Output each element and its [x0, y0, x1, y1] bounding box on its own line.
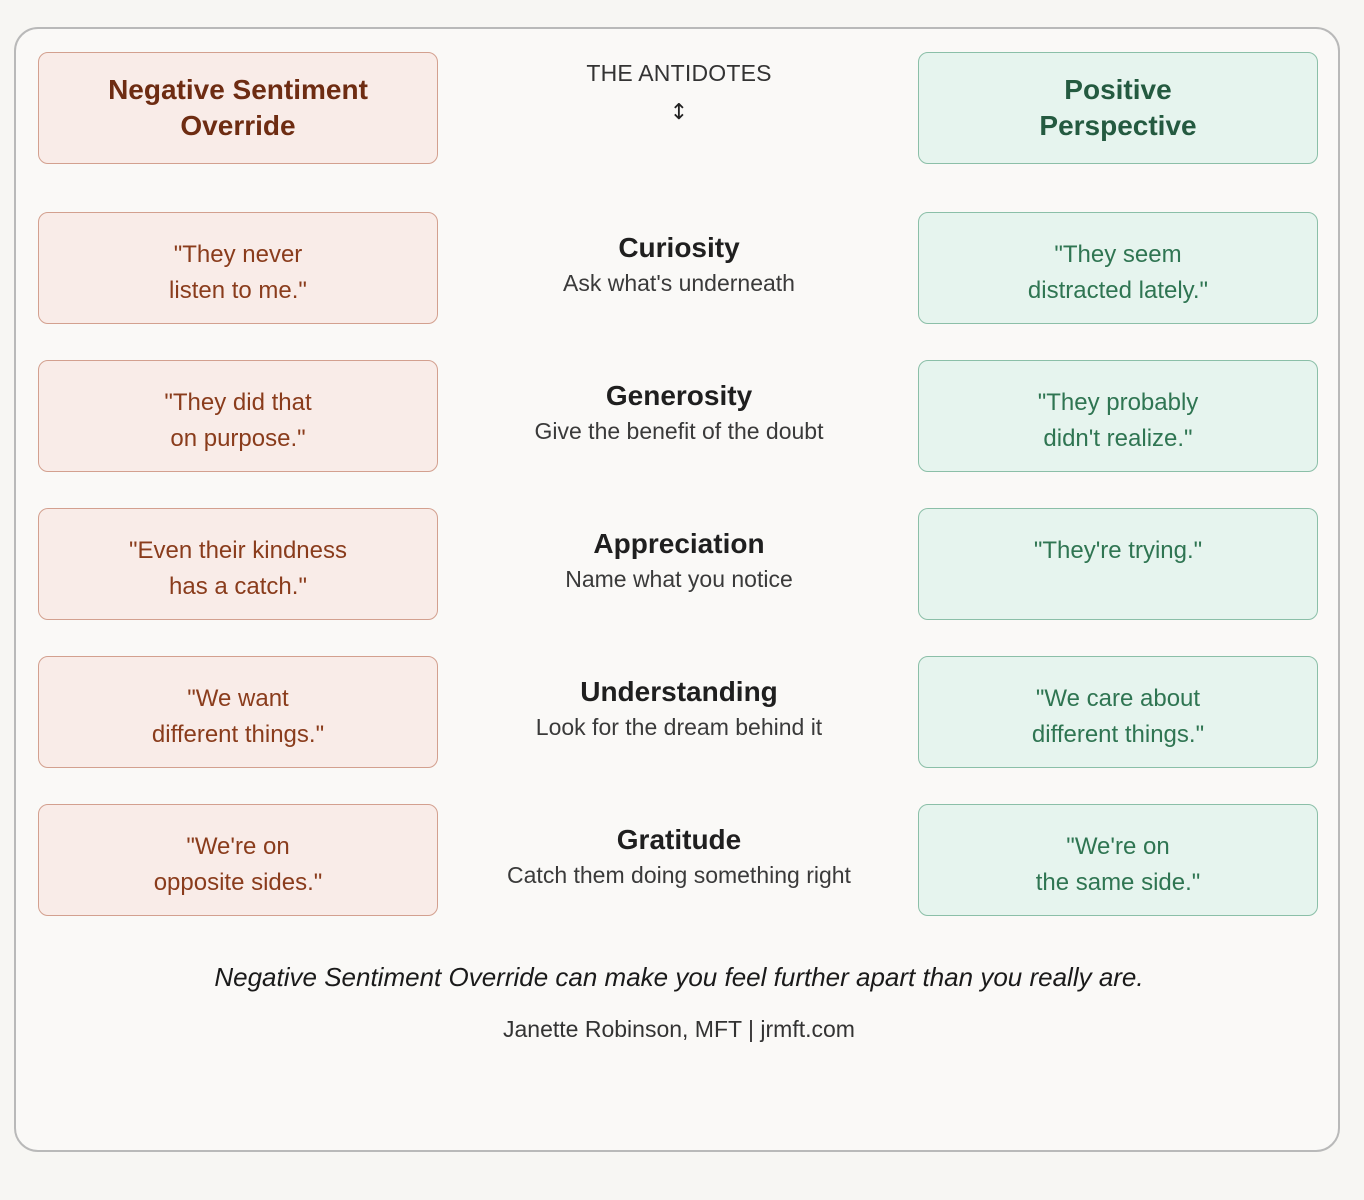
antidote-2	[478, 378, 880, 448]
positive-quote-2: "They probably didn't realize."	[918, 360, 1318, 472]
antidote-1	[478, 230, 880, 300]
positive-quote-1: "They seem distracted lately."	[918, 212, 1318, 324]
negative-quote-5: "We're on opposite sides."	[38, 804, 438, 916]
antidote-name: Gratitude	[616, 824, 742, 855]
negative-sentiment-header: Negative Sentiment Override	[38, 52, 438, 164]
antidote-name: Curiosity	[618, 232, 740, 263]
up-down-arrow-icon: ↕	[669, 100, 689, 125]
antidote-description: Give the benefit of the doubt	[534, 418, 824, 444]
antidote-description: Catch them doing something right	[507, 862, 851, 888]
antidote-description: Ask what's underneath	[563, 270, 795, 296]
negative-quote-2: "They did that on purpose."	[38, 360, 438, 472]
antidote-4	[478, 674, 880, 744]
antidote-name: Generosity	[605, 380, 753, 411]
footer-credit: Janette Robinson, MFT | jrmft.com	[503, 1016, 855, 1042]
antidote-5	[478, 822, 880, 892]
antidote-name: Understanding	[580, 676, 778, 707]
positive-perspective-header: Positive Perspective	[918, 52, 1318, 164]
negative-quote-3: "Even their kindness has a catch."	[38, 508, 438, 620]
antidote-name: Appreciation	[593, 528, 765, 559]
antidote-description: Look for the dream behind it	[535, 714, 823, 740]
positive-quote-3: "They're trying."	[918, 508, 1318, 620]
antidotes-title: THE ANTIDOTES	[586, 60, 772, 86]
antidote-3	[478, 526, 880, 596]
negative-quote-4: "We want different things."	[38, 656, 438, 768]
antidote-description: Name what you notice	[565, 566, 793, 592]
negative-quote-1: "They never listen to me."	[38, 212, 438, 324]
footer-quote: Negative Sentiment Override can make you feel further apart than you really are.	[214, 962, 1144, 992]
positive-quote-4: "We care about different things."	[918, 656, 1318, 768]
positive-quote-5: "We're on the same side."	[918, 804, 1318, 916]
